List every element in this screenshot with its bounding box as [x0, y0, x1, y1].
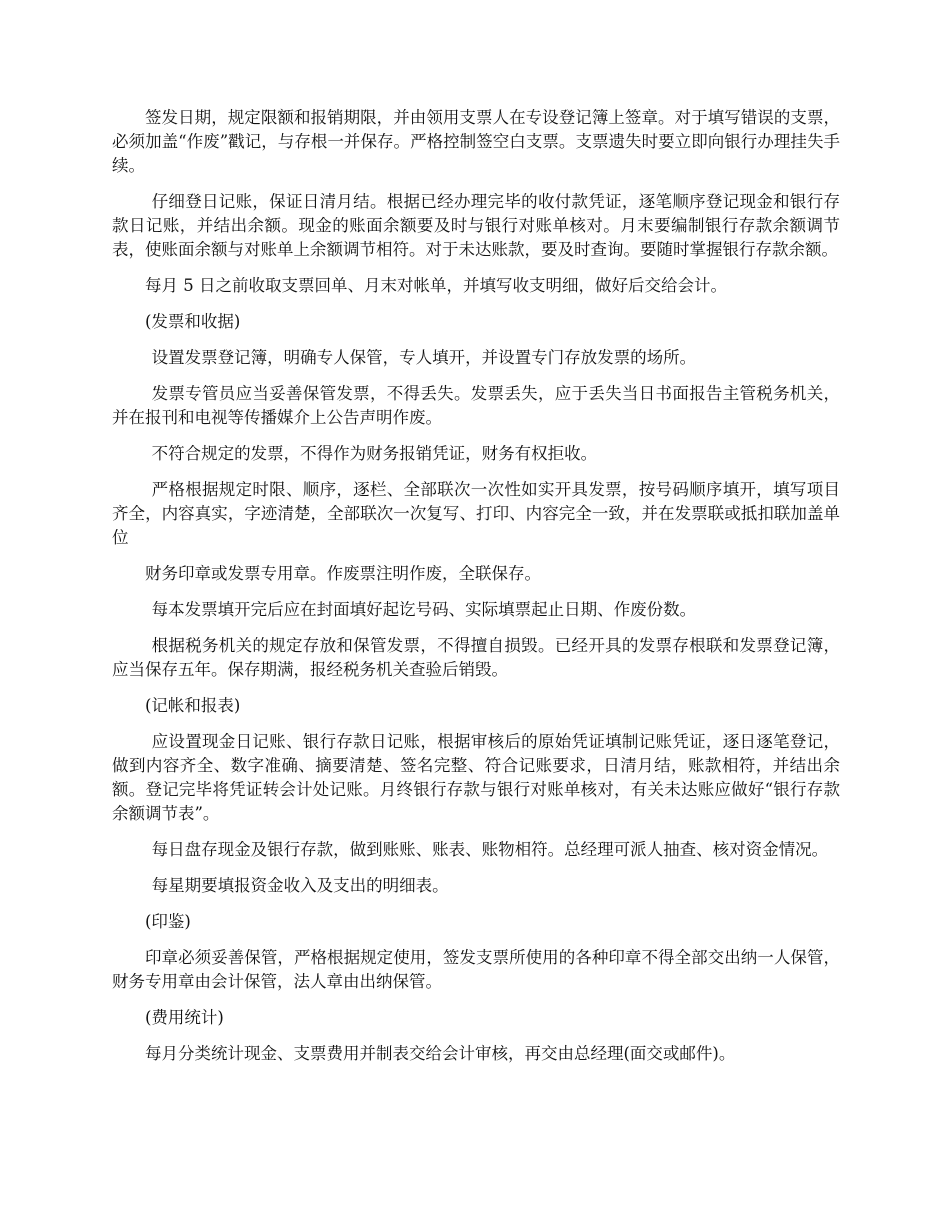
paragraph-seal-custody: 印章必须妥善保管，严格根据规定使用，签发支票所使用的各种印章不得全部交出纳一人保管，财务专用章由会计保管，法人章由出纳保管。: [112, 948, 840, 991]
paragraph-daily-ledger: 仔细登日记账，保证日清月结。根据已经办理完毕的收付款凭证，逐笔顺序登记现金和银行存款日记账，并结出余额。现金的账面余额要及时与银行对账单核对。月末要编制银行存款余额调节表，使账面余额与对账单上余额调节相符。对于未达账款，要及时查询。要随时掌握银行存款余额。: [112, 192, 840, 259]
paragraph-invoice-storage: 根据税务机关的规定存放和保管发票，不得擅自损毁。已经开具的发票存根联和发票登记簿，应当保存五年。保存期满，报经税务机关查验后销毁。: [112, 636, 840, 679]
paragraph-daily-inventory: 每日盘存现金及银行存款，做到账账、账表、账物相符。总经理可派人抽查、核对资金情况。: [151, 840, 829, 859]
section-heading-invoices: (发票和收据): [145, 312, 241, 331]
paragraph-invoice-register: 设置发票登记簿，明确专人保管，专人填开，并设置专门存放发票的场所。: [151, 348, 697, 367]
paragraph-invoice-stamp: 财务印章或发票专用章。作废票注明作废，全联保存。: [145, 564, 541, 583]
paragraph-invoice-issuing: 严格根据规定时限、顺序，逐栏、全部联次一次性如实开具发票，按号码顺序填开，填写项目齐全，内容真实，字迹清楚，全部联次一次复写、打印、内容完全一致，并在发票联或抵扣联加盖单位: [112, 480, 840, 547]
paragraph-monthly-receipts: 每月 5 日之前收取支票回单、月末对帐单，并填写收支明细，做好后交给会计。: [145, 276, 727, 295]
section-heading-expense-stats: (费用统计): [145, 1008, 224, 1027]
paragraph-cash-journal: 应设置现金日记账、银行存款日记账，根据审核后的原始凭证填制记账凭证，逐日逐笔登记，做到内容齐全、数字准确、摘要清楚、签名完整、符合记账要求，日清月结，账款相符，并结出余额。登记完毕将凭证转会计处记账。月终银行存款与银行对账单核对，有关未达账应做好“银行存款余额调节表”。: [112, 732, 840, 823]
section-heading-seals: (印鉴): [145, 912, 191, 931]
document-page: [112, 106, 840, 1078]
paragraph-weekly-report: 每星期要填报资金收入及支出的明细表。: [151, 876, 449, 895]
paragraph-invoice-custody: 发票专管员应当妥善保管发票，不得丢失。发票丢失，应于丢失当日书面报告主管税务机关，并在报刊和电视等传播媒介上公告声明作废。: [112, 384, 840, 427]
paragraph-invoice-cover: 每本发票填开完后应在封面填好起讫号码、实际填票起止日期、作废份数。: [151, 600, 697, 619]
paragraph-expense-stats: 每月分类统计现金、支票费用并制表交给会计审核，再交由总经理(面交或邮件)。: [145, 1044, 736, 1063]
paragraph-invalid-invoices: 不符合规定的发票，不得作为财务报销凭证，财务有权拒收。: [151, 444, 598, 463]
section-heading-bookkeeping: (记帐和报表): [145, 696, 241, 715]
paragraph-check-signing: 签发日期，规定限额和报销期限，并由领用支票人在专设登记簿上签章。对于填写错误的支票，必须加盖“作废”戳记，与存根一并保存。严格控制签空白支票。支票遗失时要立即向银行办理挂失手续。: [112, 108, 840, 175]
